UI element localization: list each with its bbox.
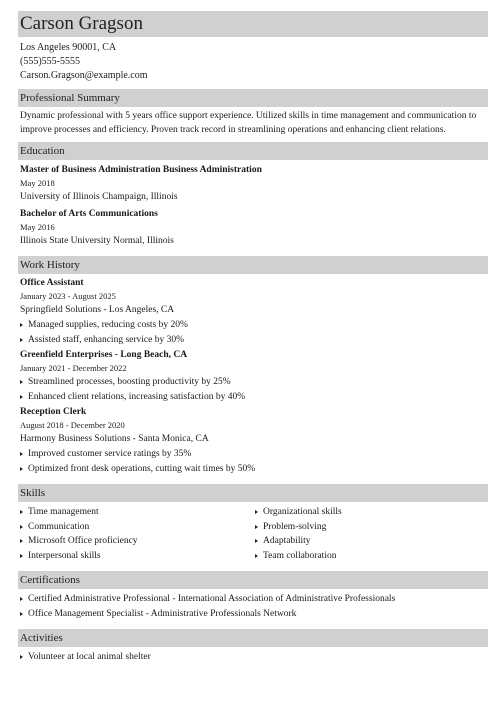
skills-columns (18, 505, 488, 563)
bullet-icon (255, 525, 258, 529)
contact-email: Carson.Gragson@example.com (20, 70, 148, 81)
job-dates: January 2021 - December 2022 (20, 363, 127, 373)
list-item: Volunteer at local animal shelter (20, 650, 488, 665)
education-degree: Bachelor of Arts Communications (20, 209, 158, 219)
skills-column-right (253, 505, 488, 563)
bullet-icon (20, 467, 23, 471)
section-header-activities: Activities (18, 629, 488, 647)
education-date: May 2018 (20, 178, 55, 188)
bullet-icon (20, 554, 23, 558)
education-school: University of Illinois Champaign, Illinois (20, 192, 178, 202)
bullet-icon (20, 539, 23, 543)
bullet-icon (20, 338, 23, 342)
education-date: May 2016 (20, 222, 55, 232)
section-header-skills: Skills (18, 484, 488, 502)
list-item: Time management (20, 505, 253, 520)
education-entry (18, 207, 488, 249)
section-header-summary: Professional Summary (18, 89, 488, 107)
list-item: Problem-solving (255, 520, 488, 535)
job-bullets (18, 375, 488, 404)
list-item: Microsoft Office proficiency (20, 534, 253, 549)
bullet-icon (255, 554, 258, 558)
list-item: Assisted staff, enhancing service by 30% (20, 333, 488, 348)
list-item: Communication (20, 520, 253, 535)
job-entry (18, 405, 488, 476)
education-degree: Master of Business Administration Business Administration (20, 165, 262, 175)
education-entry (18, 163, 488, 205)
job-title: Greenfield Enterprises - Long Beach, CA (20, 350, 188, 360)
summary-text: Dynamic professional with 5 years office support experience. Utilized skills in time management and communication to improve processes and efficiency. Proven track record in streamlining operations and enhancing client relations. (20, 111, 477, 135)
job-entry (18, 348, 488, 404)
bullet-icon (20, 612, 23, 616)
contact-phone: (555)555-5555 (20, 56, 80, 67)
list-item: Certified Administrative Professional - International Association of Administrative Professionals (20, 592, 488, 607)
list-item: Interpersonal skills (20, 549, 253, 564)
job-company: Springfield Solutions - Los Angeles, CA (20, 305, 175, 315)
bullet-icon (20, 323, 23, 327)
list-item: Enhanced client relations, increasing satisfaction by 40% (20, 390, 488, 405)
bullet-icon (20, 452, 23, 456)
list-item: Organizational skills (255, 505, 488, 520)
job-dates: January 2023 - August 2025 (20, 291, 116, 301)
bullet-icon (20, 395, 23, 399)
section-header-certifications: Certifications (18, 571, 488, 589)
education-school: Illinois State University Normal, Illinois (20, 236, 174, 246)
list-item: Adaptability (255, 534, 488, 549)
section-header-work-history: Work History (18, 256, 488, 274)
bullet-icon (255, 539, 258, 543)
bullet-icon (20, 597, 23, 601)
skills-column-left (18, 505, 253, 563)
job-company: Harmony Business Solutions - Santa Monica, CA (20, 434, 209, 444)
resume-page (0, 11, 500, 715)
list-item: Team collaboration (255, 549, 488, 564)
job-bullets (18, 447, 488, 476)
job-title: Reception Clerk (20, 407, 87, 417)
list-item: Optimized front desk operations, cutting wait times by 50% (20, 462, 488, 477)
bullet-icon (20, 510, 23, 514)
bullet-icon (20, 380, 23, 384)
bullet-icon (255, 510, 258, 514)
list-item: Office Management Specialist - Administrative Professionals Network (20, 607, 488, 622)
certifications-list (18, 592, 488, 621)
list-item: Improved customer service ratings by 35% (20, 447, 488, 462)
contact-block (18, 41, 488, 83)
candidate-name: Carson Gragson (18, 11, 488, 37)
job-dates: August 2018 - December 2020 (20, 420, 125, 430)
bullet-icon (20, 655, 23, 659)
list-item: Managed supplies, reducing costs by 20% (20, 318, 488, 333)
list-item: Streamlined processes, boosting productivity by 25% (20, 375, 488, 390)
contact-address: Los Angeles 90001, CA (20, 42, 117, 53)
job-entry (18, 276, 488, 347)
job-bullets (18, 318, 488, 347)
activities-list (18, 650, 488, 665)
job-title: Office Assistant (20, 278, 84, 288)
bullet-icon (20, 525, 23, 529)
section-header-education: Education (18, 142, 488, 160)
